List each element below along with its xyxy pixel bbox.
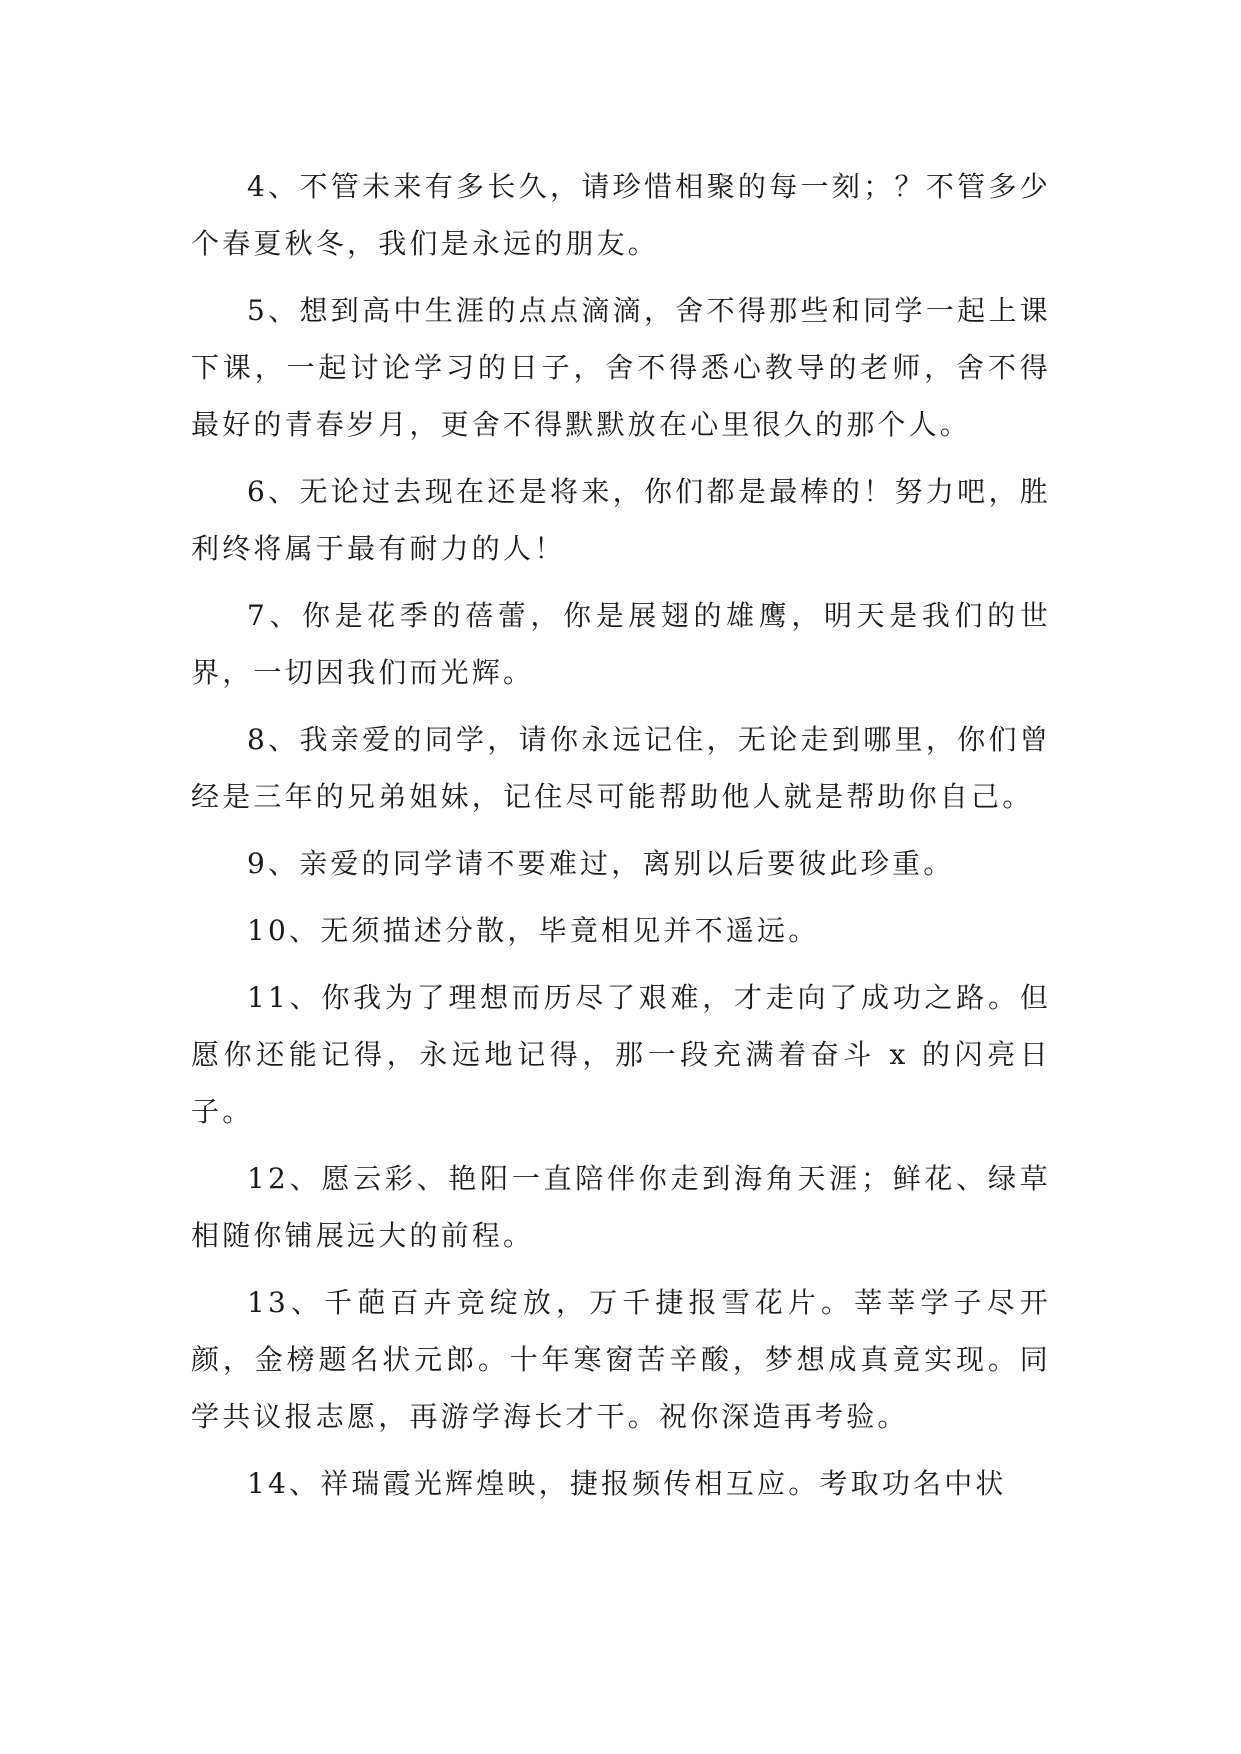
paragraph-7: 7、你是花季的蓓蕾，你是展翅的雄鹰，明天是我们的世界，一切因我们而光辉。 (191, 599, 1051, 689)
paragraph-6: 6、无论过去现在还是将来，你们都是最棒的！努力吧，胜利终将属于最有耐力的人！ (191, 475, 1051, 565)
paragraph-9: 9、亲爱的同学请不要难过，离别以后要彼此珍重。 (247, 847, 955, 880)
paragraph-4: 4、不管未来有多长久，请珍惜相聚的每一刻；？不管多少个春夏秋冬，我们是永远的朋友。 (191, 170, 1051, 260)
paragraph-5: 5、想到高中生涯的点点滴滴，舍不得那些和同学一起上课下课，一起讨论学习的日子，舍不得悉心教导的老师，舍不得最好的青春岁月，更舍不得默默放在心里很久的那个人。 (191, 294, 1051, 441)
paragraph-12: 12、愿云彩、艳阳一直陪伴你走到海角天涯；鲜花、绿草相随你铺展远大的前程。 (191, 1162, 1051, 1252)
paragraph-11: 11、你我为了理想而历尽了艰难，才走向了成功之路。但愿你还能记得，永远地记得，那一段充满着奋斗 x 的闪亮日子。 (191, 981, 1051, 1128)
paragraph-13: 13、千葩百卉竞绽放，万千捷报雪花片。莘莘学子尽开颜，金榜题名状元郎。十年寒窗苦辛酸，梦想成真竟实现。同学共议报志愿，再游学海长才干。祝你深造再考验。 (191, 1286, 1051, 1433)
paragraph-10: 10、无须描述分散，毕竟相见并不遥远。 (247, 914, 820, 947)
paragraph-14: 14、祥瑞霞光辉煌映，捷报频传相互应。考取功名中状 (247, 1467, 1007, 1500)
document-body (191, 158, 1051, 1522)
paragraph-8: 8、我亲爱的同学，请你永远记住，无论走到哪里，你们曾经是三年的兄弟姐妹，记住尽可能帮助他人就是帮助你自己。 (191, 723, 1051, 813)
